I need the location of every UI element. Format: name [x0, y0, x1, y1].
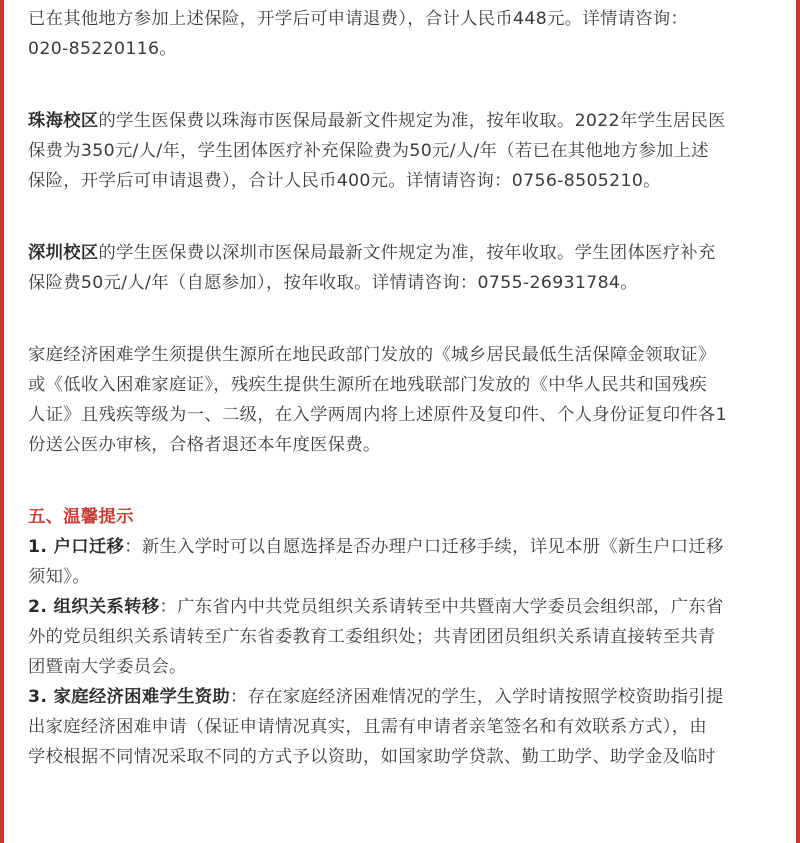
hardship-line-3: 人证》且残疾等级为一、二级，在入学两周内将上述原件及复印件、个人身份证复印件各1 — [28, 405, 727, 425]
hardship-line-1: 家庭经济困难学生须提供生源所在地民政部门发放的《城乡居民最低生活保障金领取证》 — [28, 345, 716, 365]
hardship-line-4: 份送公医办审核，合格者退还本年度医保费。 — [28, 435, 381, 455]
tip-number: 1. — [28, 537, 54, 557]
tip-2-line-3: 团暨南大学委员会。 — [28, 657, 187, 677]
section-heading: 五、温馨提示 — [28, 507, 134, 527]
tip-label: 家庭经济困难学生资助 — [53, 687, 230, 707]
zhuhai-campus-label: 珠海校区 — [28, 111, 99, 131]
zhuhai-line-2: 保费为350元/人/年，学生团体医疗补充保险费为50元/人/年（若已在其他地方参加上述 — [28, 141, 709, 161]
paragraph-gap — [28, 298, 780, 340]
tip-label: 组织关系转移 — [53, 597, 160, 617]
zhuhai-line-1-text: 的学生医保费以珠海市医保局最新文件规定为准，按年收取。2022年学生居民医 — [98, 111, 726, 131]
paragraph-gap — [28, 460, 780, 502]
intro-line-1: 已在其他地方参加上述保险，开学后可申请退费），合计人民币448元。详情请咨询： — [28, 9, 689, 29]
tip-3-line-3: 学校根据不同情况采取不同的方式予以资助，如国家助学贷款、勤工助学、助学金及临时 — [28, 747, 716, 767]
tip-3-line-2: 出家庭经济困难申请（保证申请情况真实，且需有申请者亲笔签名和有效联系方式），由 — [28, 717, 707, 737]
hardship-line-2: 或《低收入困难家庭证》，残疾生提供生源所在地残联部门发放的《中华人民共和国残疾 — [28, 375, 707, 395]
tip-text: ：广东省内中共党员组织关系请转至中共暨南大学委员会组织部，广东省 — [159, 597, 724, 617]
shenzhen-line-2: 保险费50元/人/年（自愿参加），按年收取。详情请咨询：0755-26931784。 — [28, 273, 638, 293]
tip-3-line-1 — [28, 682, 780, 712]
tip-label: 户口迁移 — [53, 537, 125, 557]
intro-line-2: 020-85220116。 — [28, 39, 178, 59]
tip-2-line-2: 外的党员组织关系请转至广东省委教育工委组织处；共青团团员组织关系请直接转至共青 — [28, 627, 716, 647]
tip-number: 3. — [28, 687, 54, 707]
shenzhen-line-1 — [28, 238, 780, 268]
tip-1-line-1 — [28, 532, 780, 562]
tip-1-line-2: 须知》。 — [28, 567, 90, 587]
tip-text: ：新生入学时可以自愿选择是否办理户口迁移手续，详见本册《新生户口迁移 — [124, 537, 724, 557]
zhuhai-line-3: 保险，开学后可申请退费），合计人民币400元。详情请咨询：0756-8505210。 — [28, 171, 661, 191]
tip-number: 2. — [28, 597, 54, 617]
paragraph-gap — [28, 196, 780, 238]
document-content — [28, 4, 780, 772]
paragraph-gap — [28, 64, 780, 106]
tip-text: ：存在家庭经济困难情况的学生，入学时请按照学校资助指引提 — [229, 687, 724, 707]
shenzhen-line-1-text: 的学生医保费以深圳市医保局最新文件规定为准，按年收取。学生团体医疗补充 — [98, 243, 716, 263]
zhuhai-line-1 — [28, 106, 780, 136]
shenzhen-campus-label: 深圳校区 — [28, 243, 99, 263]
tip-2-line-1 — [28, 592, 780, 622]
